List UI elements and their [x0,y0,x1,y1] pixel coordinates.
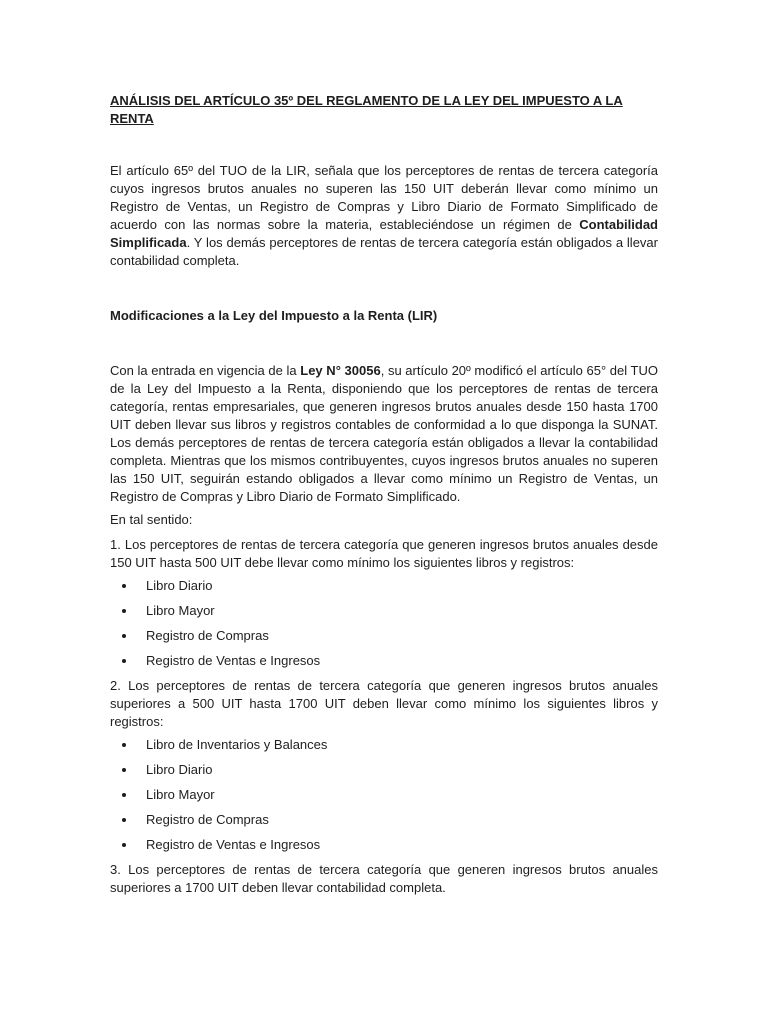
item-2-bullet-list [110,736,658,861]
list-item [110,811,658,836]
list-item [110,652,658,677]
intro-text-2: . Y los demás perceptores de rentas de tercera categoría están obligados a llevar contabilidad completa. [110,235,658,268]
list-item [110,577,658,602]
intro-bold-term: Contabilidad Simplificada [110,217,658,250]
item-1-text: 1. Los perceptores de rentas de tercera categoría que generen ingresos brutos anuales desde 150 UIT hasta 500 UIT debe llevar como mínimo los siguientes libros y registros: [110,537,658,570]
bullet-icon [122,768,126,772]
list-item [110,627,658,652]
bullet-icon [122,634,126,638]
list-item [110,602,658,627]
bullet-icon [122,793,126,797]
list-item-label: Libro de Inventarios y Balances [146,737,328,752]
bullet-icon [122,584,126,588]
item-3-text: 3. Los perceptores de rentas de tercera categoría que generen ingresos brutos anuales superiores a 1700 UIT deben llevar contabilidad completa. [110,862,658,895]
item-2-text: 2. Los perceptores de rentas de tercera categoría que generen ingresos brutos anuales superiores a 500 UIT hasta 1700 UIT deben llevar como mínimo los siguientes libros y registros: [110,678,658,729]
modification-paragraph [110,362,658,506]
modification-text-2: , su artículo 20º modificó el artículo 65° del TUO de la Ley del Impuesto a la Renta, disponiendo que los perceptores de rentas de tercera categoría, rentas empresariales, que generen ingresos brutos anuales desde 150 hasta 1700 UIT deben llevar sus libros y registros contables de conformidad a lo que disponga la SUNAT. Los demás perceptores de rentas de tercera categoría están obligados a llevar la contabilidad completa. Mientras que los mismos contribuyentes, cuyos ingresos brutos anuales no superen las 150 UIT, seguirán estando obligados a llevar como mínimo un Registro de Ventas, un Registro de Compras y Libro Diario de Formato Simplificado. [110,363,658,504]
list-item-label: Libro Mayor [146,787,215,802]
list-item-label: Libro Mayor [146,603,215,618]
list-item [110,786,658,811]
document-title: ANÁLISIS DEL ARTÍCULO 35º DEL REGLAMENTO DE LA LEY DEL IMPUESTO A LA RENTA [110,93,623,126]
modification-law-ref: Ley N° 30056 [300,363,381,378]
bullet-icon [122,818,126,822]
list-item [110,736,658,761]
bullet-icon [122,843,126,847]
list-item-label: Registro de Compras [146,812,269,827]
intro-text-1: El artículo 65º del TUO de la LIR, señala que los perceptores de rentas de tercera categoría cuyos ingresos brutos anuales no superen las 150 UIT deberán llevar como mínimo un Registro de Ventas, un Registro de Compras y Libro Diario de Formato Simplificado de acuerdo con las normas sobre la materia, estableciéndose un régimen de [110,163,658,232]
list-item-label: Registro de Ventas e Ingresos [146,837,321,852]
list-item-label: Libro Diario [146,762,213,777]
list-item-label: Registro de Ventas e Ingresos [146,653,321,668]
bullet-icon [122,659,126,663]
intro-paragraph [110,162,658,270]
section-subtitle: Modificaciones a la Ley del Impuesto a la Renta (LIR) [110,308,438,323]
list-item-label: Libro Diario [146,578,213,593]
item-1-bullet-list [110,577,658,677]
list-item [110,761,658,786]
modification-text-1: Con la entrada en vigencia de la [110,363,301,378]
list-item-label: Registro de Compras [146,628,269,643]
list-item [110,836,658,861]
bullet-icon [122,609,126,613]
bullet-icon [122,743,126,747]
document-page [110,92,658,897]
en-tal-sentido: En tal sentido: [110,512,193,527]
